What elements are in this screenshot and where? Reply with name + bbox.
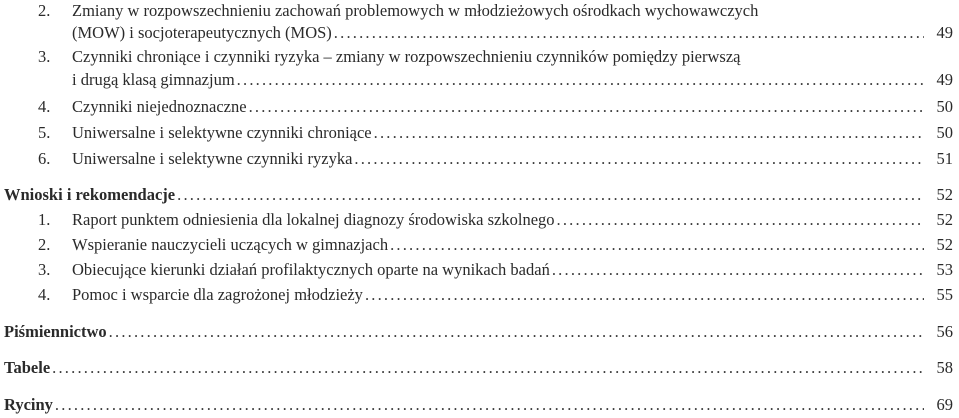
toc-section-heading[interactable] xyxy=(0,357,959,379)
toc-section-title: Piśmiennictwo xyxy=(4,322,107,341)
toc-entry-number: 4. xyxy=(38,97,51,116)
dot-leader xyxy=(390,234,924,256)
toc-entry[interactable] xyxy=(0,209,959,231)
toc-section-heading[interactable] xyxy=(0,394,959,416)
toc-entry-title: Zmiany w rozpowszechnieniu zachowań problemowych w młodzieżowych ośrodkach wychowawczych xyxy=(72,1,759,20)
toc-entry-title: Uniwersalne i selektywne czynniki ryzyka xyxy=(72,149,353,168)
dot-leader xyxy=(557,209,924,231)
toc-page-number: 58 xyxy=(936,358,953,377)
toc-entry-title: Obiecujące kierunki działań profilaktycznych oparte na wynikach badań xyxy=(72,260,550,279)
dot-leader xyxy=(55,394,924,416)
dot-leader xyxy=(374,122,924,144)
toc-entry[interactable] xyxy=(0,148,959,170)
toc-page-number: 50 xyxy=(936,123,953,142)
dot-leader xyxy=(249,96,924,118)
toc-section-title: Tabele xyxy=(4,358,51,377)
toc-entry-number: 2. xyxy=(38,235,51,254)
toc-entry-title: Czynniki chroniące i czynniki ryzyka – zmiany w rozpowszechnieniu czynników pomiędzy pierwszą xyxy=(72,47,741,66)
toc-page-number: 51 xyxy=(936,149,953,168)
toc-entry-first-line xyxy=(0,0,959,22)
toc-entry[interactable] xyxy=(0,259,959,281)
toc-page-number: 55 xyxy=(936,285,953,304)
toc-entry[interactable] xyxy=(0,122,959,144)
dot-leader xyxy=(354,148,924,170)
toc-page-number: 52 xyxy=(936,210,953,229)
dot-leader xyxy=(334,22,924,44)
toc-entry[interactable] xyxy=(0,22,959,44)
toc-section-heading[interactable] xyxy=(0,321,959,343)
dot-leader xyxy=(237,69,924,91)
toc-section-title: Wnioski i rekomendacje xyxy=(4,185,176,204)
toc-entry-number: 3. xyxy=(38,260,51,279)
toc-entry-number: 3. xyxy=(38,47,51,66)
toc-entry-number: 6. xyxy=(38,149,51,168)
toc-entry-number: 5. xyxy=(38,123,51,142)
toc-entry[interactable] xyxy=(0,284,959,306)
toc-entry-title: Uniwersalne i selektywne czynniki chroniące xyxy=(72,123,372,142)
toc-section-title: Ryciny xyxy=(4,395,53,414)
toc-entry-title: Pomoc i wsparcie dla zagrożonej młodzieży xyxy=(72,285,363,304)
toc-entry-title: Czynniki niejednoznaczne xyxy=(72,97,247,116)
toc-entry-title-continued: i drugą klasą gimnazjum xyxy=(72,70,235,89)
dot-leader xyxy=(109,321,924,343)
toc-page-number: 50 xyxy=(936,97,953,116)
toc-page-number: 56 xyxy=(936,322,953,341)
dot-leader xyxy=(177,184,924,206)
toc-entry-title-continued: (MOW) i socjoterapeutycznych (MOS) xyxy=(72,23,332,42)
toc-entry[interactable] xyxy=(0,234,959,256)
toc-entry-number: 4. xyxy=(38,285,51,304)
toc-page-number: 52 xyxy=(936,235,953,254)
toc-entry[interactable] xyxy=(0,96,959,118)
toc-section-heading[interactable] xyxy=(0,184,959,206)
toc-page-number: 69 xyxy=(936,395,953,414)
toc-page-number: 49 xyxy=(936,23,953,42)
toc-entry[interactable] xyxy=(0,69,959,91)
toc-page-number: 53 xyxy=(936,260,953,279)
dot-leader xyxy=(552,259,924,281)
toc-page-number: 52 xyxy=(936,185,953,204)
toc-entry-number: 2. xyxy=(38,1,51,20)
toc-entry-title: Wspieranie nauczycieli uczących w gimnazjach xyxy=(72,235,389,254)
dot-leader xyxy=(52,357,924,379)
toc-entry-number: 1. xyxy=(38,210,51,229)
toc-entry-first-line xyxy=(0,46,959,68)
dot-leader xyxy=(365,284,924,306)
toc-page-number: 49 xyxy=(936,70,953,89)
toc-entry-title: Raport punktem odniesienia dla lokalnej diagnozy środowiska szkolnego xyxy=(72,210,555,229)
